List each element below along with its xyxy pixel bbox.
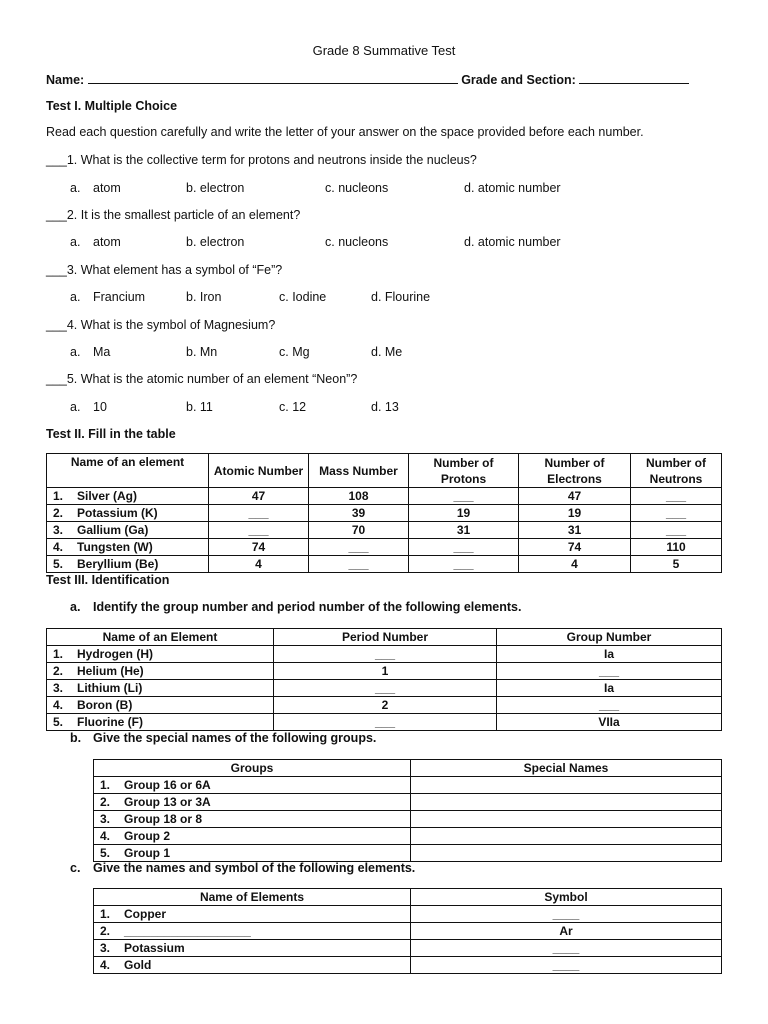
value-cell[interactable]: ___ <box>209 522 309 539</box>
value-cell: Ia <box>497 680 722 697</box>
table-header-row <box>94 889 722 906</box>
test3a-instruction: Identify the group number and period number of the following elements. <box>93 600 522 614</box>
row-label: Copper <box>124 906 166 921</box>
element-name-cell <box>47 522 209 539</box>
answer-option: b. electron <box>186 181 245 195</box>
element-name-cell <box>47 663 274 680</box>
answer-option: c. nucleons <box>325 235 389 249</box>
value-cell: 31 <box>409 522 519 539</box>
row-number: 1. <box>53 646 64 661</box>
value-cell: 74 <box>209 539 309 556</box>
row-number: 2. <box>53 505 64 520</box>
value-cell[interactable]: ___ <box>309 556 409 573</box>
table-row <box>94 957 722 974</box>
value-cell: 4 <box>209 556 309 573</box>
value-cell[interactable]: ___ <box>497 663 722 680</box>
value-cell[interactable]: ___ <box>409 556 519 573</box>
table-row <box>47 522 722 539</box>
row-label: Helium (He) <box>77 663 144 678</box>
answer-option: c. 12 <box>279 400 307 414</box>
row-label: Beryllium (Be) <box>77 556 159 571</box>
value-cell[interactable]: ___ <box>631 522 722 539</box>
test3b-instruction: Give the special names of the following groups. <box>93 731 377 745</box>
element-name-cell <box>47 505 209 522</box>
test2-heading: Test II. Fill in the table <box>46 427 176 441</box>
names-symbols-table <box>93 888 722 974</box>
table-row <box>94 777 722 794</box>
row-label: Group 2 <box>124 828 171 843</box>
row-number: 1. <box>53 488 64 503</box>
answer-option: d. atomic number <box>464 235 561 249</box>
table-row <box>94 794 722 811</box>
test3a-label: a. <box>70 600 81 614</box>
value-cell[interactable]: ____ <box>411 906 722 923</box>
row-number: 3. <box>100 811 111 826</box>
value-cell[interactable]: ___ <box>631 488 722 505</box>
question-stem: ___1. What is the collective term for protons and neutrons inside the nucleus? <box>46 153 477 167</box>
value-cell[interactable]: ___ <box>209 505 309 522</box>
element-name-cell <box>94 906 411 923</box>
answer-option: b. Iron <box>186 290 222 304</box>
row-label: Group 16 or 6A <box>124 777 211 792</box>
value-cell: 2 <box>274 697 497 714</box>
row-label: Potassium (K) <box>77 505 158 520</box>
test3b-label: b. <box>70 731 82 745</box>
row-label: Group 1 <box>124 845 171 860</box>
element-name-cell <box>94 845 411 862</box>
test3c-label: c. <box>70 861 81 875</box>
value-cell: Ia <box>497 646 722 663</box>
table-header-row <box>94 760 722 777</box>
value-cell[interactable]: ___ <box>497 697 722 714</box>
row-label: Group 18 or 8 <box>124 811 203 826</box>
answer-cell[interactable] <box>411 811 722 828</box>
row-number: 3. <box>100 940 111 955</box>
answer-option: d. Me <box>371 345 403 359</box>
table-row <box>47 646 722 663</box>
answer-cell[interactable] <box>411 845 722 862</box>
row-label: Gold <box>124 957 152 972</box>
column-header: Number of Electrons <box>519 454 631 488</box>
column-header: Group Number <box>497 629 722 646</box>
element-name-cell <box>47 680 274 697</box>
element-name-cell <box>94 828 411 845</box>
option-letter: a. <box>70 400 81 414</box>
value-cell: 1 <box>274 663 497 680</box>
row-label: Hydrogen (H) <box>77 646 153 661</box>
table-row <box>94 811 722 828</box>
answer-cell[interactable] <box>411 828 722 845</box>
name-row <box>46 72 689 87</box>
answer-option: Ma <box>93 345 111 359</box>
value-cell[interactable]: ____ <box>411 940 722 957</box>
answer-option: d. Flourine <box>371 290 431 304</box>
column-header: Period Number <box>274 629 497 646</box>
element-name-cell <box>47 556 209 573</box>
column-header: Number of Protons <box>409 454 519 488</box>
column-header: Name of an element <box>47 454 209 488</box>
element-name-cell <box>94 923 411 940</box>
row-label: Boron (B) <box>77 697 133 712</box>
row-label: Lithium (Li) <box>77 680 143 695</box>
table-row <box>94 923 722 940</box>
table-row <box>94 845 722 862</box>
element-name-cell <box>47 714 274 731</box>
value-cell: 110 <box>631 539 722 556</box>
row-number: 5. <box>53 714 64 729</box>
answer-option: d. 13 <box>371 400 399 414</box>
value-cell[interactable]: ___ <box>409 488 519 505</box>
row-label: Gallium (Ga) <box>77 522 149 537</box>
answer-option: atom <box>93 235 121 249</box>
value-cell: Ar <box>411 923 722 940</box>
column-header: Groups <box>94 760 411 777</box>
answer-option: b. electron <box>186 235 245 249</box>
row-label: ___________________ <box>124 923 251 938</box>
column-header: Special Names <box>411 760 722 777</box>
grade-field[interactable] <box>579 72 689 84</box>
column-header: Number of Neutrons <box>631 454 722 488</box>
answer-option: c. nucleons <box>325 181 389 195</box>
element-name-cell <box>94 794 411 811</box>
element-name-cell <box>47 539 209 556</box>
row-label: Group 13 or 3A <box>124 794 211 809</box>
value-cell[interactable]: ___ <box>274 646 497 663</box>
answer-option: Francium <box>93 290 146 304</box>
value-cell[interactable]: ___ <box>409 539 519 556</box>
test3-heading: Test III. Identification <box>46 573 170 587</box>
row-number: 5. <box>53 556 64 571</box>
table-row <box>47 663 722 680</box>
test3c-instruction: Give the names and symbol of the following elements. <box>93 861 416 875</box>
table-header-row <box>47 454 722 488</box>
column-header: Name of an Element <box>47 629 274 646</box>
value-cell: 5 <box>631 556 722 573</box>
row-label: Potassium <box>124 940 185 955</box>
element-name-cell <box>94 940 411 957</box>
question-stem: ___3. What element has a symbol of “Fe”? <box>46 263 283 277</box>
value-cell[interactable]: ___ <box>274 714 497 731</box>
test1-instructions: Read each question carefully and write the letter of your answer on the space provided before each number. <box>46 125 644 139</box>
value-cell: 74 <box>519 539 631 556</box>
value-cell[interactable]: ___ <box>631 505 722 522</box>
period-group-table <box>46 628 722 731</box>
elements-table <box>46 453 722 573</box>
grade-label: Grade and Section: <box>461 73 576 87</box>
answer-cell[interactable] <box>411 777 722 794</box>
value-cell: VIIa <box>497 714 722 731</box>
table-row <box>94 828 722 845</box>
answer-option: d. atomic number <box>464 181 561 195</box>
table-header-row <box>47 629 722 646</box>
row-number: 4. <box>53 697 64 712</box>
option-letter: a. <box>70 290 81 304</box>
table-row <box>47 556 722 573</box>
row-number: 4. <box>53 539 64 554</box>
table-row <box>47 697 722 714</box>
name-field[interactable] <box>88 72 458 84</box>
row-number: 4. <box>100 957 111 972</box>
row-number: 3. <box>53 680 64 695</box>
table-row <box>47 505 722 522</box>
row-number: 2. <box>100 923 111 938</box>
element-name-cell <box>94 777 411 794</box>
value-cell: 39 <box>309 505 409 522</box>
row-label: Silver (Ag) <box>77 488 138 503</box>
value-cell: 19 <box>519 505 631 522</box>
question-stem: ___2. It is the smallest particle of an element? <box>46 208 301 222</box>
table-row <box>47 539 722 556</box>
row-number: 2. <box>53 663 64 678</box>
column-header: Symbol <box>411 889 722 906</box>
answer-option: b. 11 <box>186 400 213 414</box>
value-cell[interactable]: ___ <box>274 680 497 697</box>
element-name-cell <box>47 488 209 505</box>
value-cell[interactable]: ____ <box>411 957 722 974</box>
value-cell: 31 <box>519 522 631 539</box>
document-title: Grade 8 Summative Test <box>312 43 456 58</box>
row-number: 1. <box>100 906 111 921</box>
test1-heading: Test I. Multiple Choice <box>46 99 178 113</box>
value-cell: 47 <box>209 488 309 505</box>
value-cell: 4 <box>519 556 631 573</box>
option-letter: a. <box>70 181 81 195</box>
option-letter: a. <box>70 235 81 249</box>
answer-option: 10 <box>93 400 107 414</box>
row-number: 4. <box>100 828 111 843</box>
value-cell: 70 <box>309 522 409 539</box>
answer-option: b. Mn <box>186 345 218 359</box>
option-letter: a. <box>70 345 81 359</box>
column-header: Name of Elements <box>94 889 411 906</box>
answer-option: c. Iodine <box>279 290 327 304</box>
special-names-table <box>93 759 722 862</box>
value-cell: 47 <box>519 488 631 505</box>
row-number: 2. <box>100 794 111 809</box>
value-cell: 108 <box>309 488 409 505</box>
row-number: 5. <box>100 845 111 860</box>
table-row <box>94 906 722 923</box>
table-row <box>94 940 722 957</box>
row-number: 1. <box>100 777 111 792</box>
element-name-cell <box>94 957 411 974</box>
answer-cell[interactable] <box>411 794 722 811</box>
element-name-cell <box>94 811 411 828</box>
name-label: Name: <box>46 73 85 87</box>
row-number: 3. <box>53 522 64 537</box>
table-row <box>47 680 722 697</box>
element-name-cell <box>47 646 274 663</box>
row-label: Tungsten (W) <box>77 539 153 554</box>
question-stem: ___5. What is the atomic number of an element “Neon”? <box>46 372 358 386</box>
value-cell[interactable]: ___ <box>309 539 409 556</box>
answer-option: c. Mg <box>279 345 310 359</box>
answer-option: atom <box>93 181 121 195</box>
value-cell: 19 <box>409 505 519 522</box>
row-label: Fluorine (F) <box>77 714 143 729</box>
table-row <box>47 488 722 505</box>
element-name-cell <box>47 697 274 714</box>
question-stem: ___4. What is the symbol of Magnesium? <box>46 318 276 332</box>
column-header: Mass Number <box>309 454 409 488</box>
column-header: Atomic Number <box>209 454 309 488</box>
table-row <box>47 714 722 731</box>
